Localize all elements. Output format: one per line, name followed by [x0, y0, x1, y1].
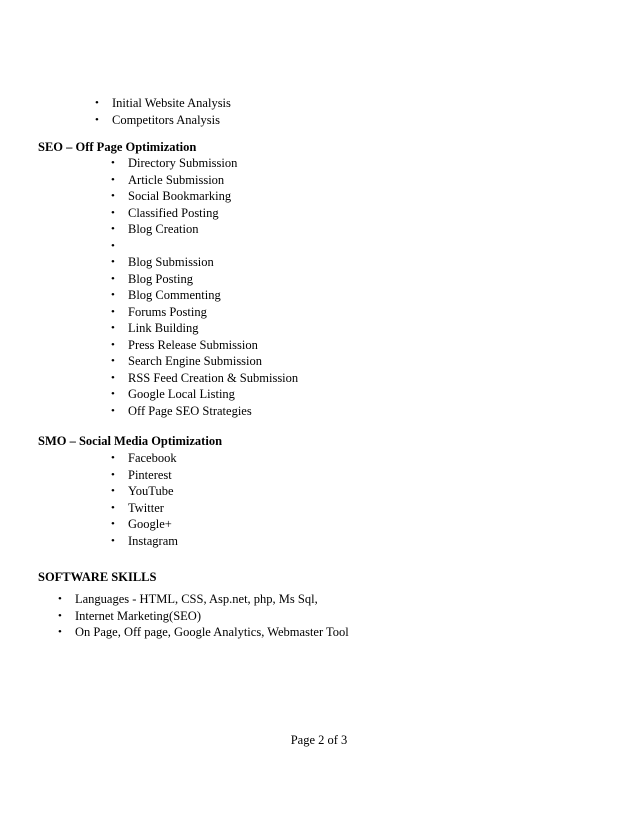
list-item-text: On Page, Off page, Google Analytics, Webmaster Tool: [75, 625, 349, 639]
list-item: [111, 172, 298, 189]
list-item-text: Initial Website Analysis: [112, 96, 231, 110]
list-item: [111, 467, 178, 484]
bullet-icon: •: [58, 593, 62, 605]
bullet-icon: •: [58, 626, 62, 638]
list-item-text: Blog Posting: [128, 271, 193, 286]
list-item: [95, 112, 231, 129]
list-item: [58, 624, 349, 641]
list-item-text: Off Page SEO Strategies: [128, 403, 252, 418]
list-item-text: Search Engine Submission: [128, 354, 263, 368]
software-skills-heading: SOFTWARE SKILLS: [38, 570, 157, 584]
bullet-icon: •: [111, 223, 115, 235]
list-item-text: Competitors Analysis: [112, 112, 220, 127]
list-item: [111, 188, 298, 205]
bullet-icon: •: [111, 404, 115, 417]
bullet-icon: •: [111, 388, 115, 400]
bullet-icon: •: [111, 239, 115, 252]
list-item: [111, 450, 178, 467]
bullet-icon: •: [111, 157, 115, 169]
list-item-text: Twitter: [128, 500, 164, 515]
bullet-icon: •: [111, 305, 115, 318]
list-item: [111, 403, 298, 420]
list-item-text: Blog Creation: [128, 222, 199, 236]
list-item-text: Social Bookmarking: [128, 189, 232, 203]
list-item: [111, 337, 298, 354]
bullet-icon: •: [111, 206, 115, 219]
bullet-icon: •: [111, 468, 115, 481]
software-skills-list: [58, 591, 349, 641]
list-item: [58, 608, 349, 625]
list-item: [111, 254, 298, 271]
list-item: [111, 500, 178, 517]
bullet-icon: •: [111, 190, 115, 202]
bullet-icon: •: [95, 113, 99, 126]
bullet-icon: •: [111, 452, 115, 464]
list-item-text: Google+: [128, 517, 172, 531]
page-number: Page 2 of 3: [290, 733, 348, 747]
list-item-text: Instagram: [128, 533, 178, 548]
bullet-icon: •: [111, 322, 115, 334]
list-item-text: Blog Commenting: [128, 288, 221, 302]
bullet-icon: •: [111, 338, 115, 351]
page-footer: [0, 733, 638, 748]
list-item-text: Internet Marketing(SEO): [75, 608, 202, 623]
list-item-text: RSS Feed Creation & Submission: [128, 370, 299, 385]
bullet-icon: •: [111, 534, 115, 547]
bullet-icon: •: [111, 371, 115, 384]
list-item: [111, 483, 178, 500]
bullet-icon: •: [111, 272, 115, 285]
list-item: [95, 95, 231, 112]
list-item: [111, 353, 298, 370]
list-item-text: YouTube: [128, 484, 174, 498]
list-item: [58, 591, 349, 608]
list-item: [111, 304, 298, 321]
list-item: [111, 533, 178, 550]
top-bullet-list: [95, 95, 231, 128]
list-item-text: Link Building: [128, 321, 199, 335]
bullet-icon: •: [111, 289, 115, 301]
list-item: [111, 221, 298, 238]
list-item-text: Directory Submission: [128, 156, 238, 170]
list-item: [111, 205, 298, 222]
list-item: [111, 386, 298, 403]
list-item-text: Press Release Submission: [128, 337, 258, 352]
bullet-icon: •: [58, 609, 62, 622]
list-item-text: Article Submission: [128, 172, 225, 187]
list-item-text: Facebook: [128, 451, 177, 465]
smo-list: [111, 450, 178, 549]
bullet-icon: •: [111, 485, 115, 497]
bullet-icon: •: [111, 501, 115, 514]
smo-heading: SMO – Social Media Optimization: [38, 434, 223, 448]
seo-off-page-list: [111, 155, 299, 419]
list-item-text: Pinterest: [128, 467, 172, 482]
list-item-text: Languages - HTML, CSS, Asp.net, php, Ms Sql,: [75, 592, 318, 606]
bullet-icon: •: [111, 256, 115, 268]
bullet-icon: •: [111, 355, 115, 367]
bullet-icon: •: [111, 173, 115, 186]
bullet-icon: •: [95, 97, 99, 109]
list-item-text: Forums Posting: [128, 304, 207, 319]
list-item-text: Blog Submission: [128, 255, 214, 269]
bullet-icon: •: [111, 518, 115, 530]
list-item: [111, 238, 298, 255]
list-item: [111, 271, 298, 288]
list-item: [111, 155, 298, 172]
seo-off-page-heading: SEO – Off Page Optimization: [38, 140, 197, 154]
list-item-text: Google Local Listing: [128, 387, 235, 401]
list-item: [111, 516, 178, 533]
list-item: [111, 370, 299, 387]
list-item: [111, 320, 298, 337]
list-item: [111, 287, 298, 304]
list-item-text: Classified Posting: [128, 205, 219, 220]
